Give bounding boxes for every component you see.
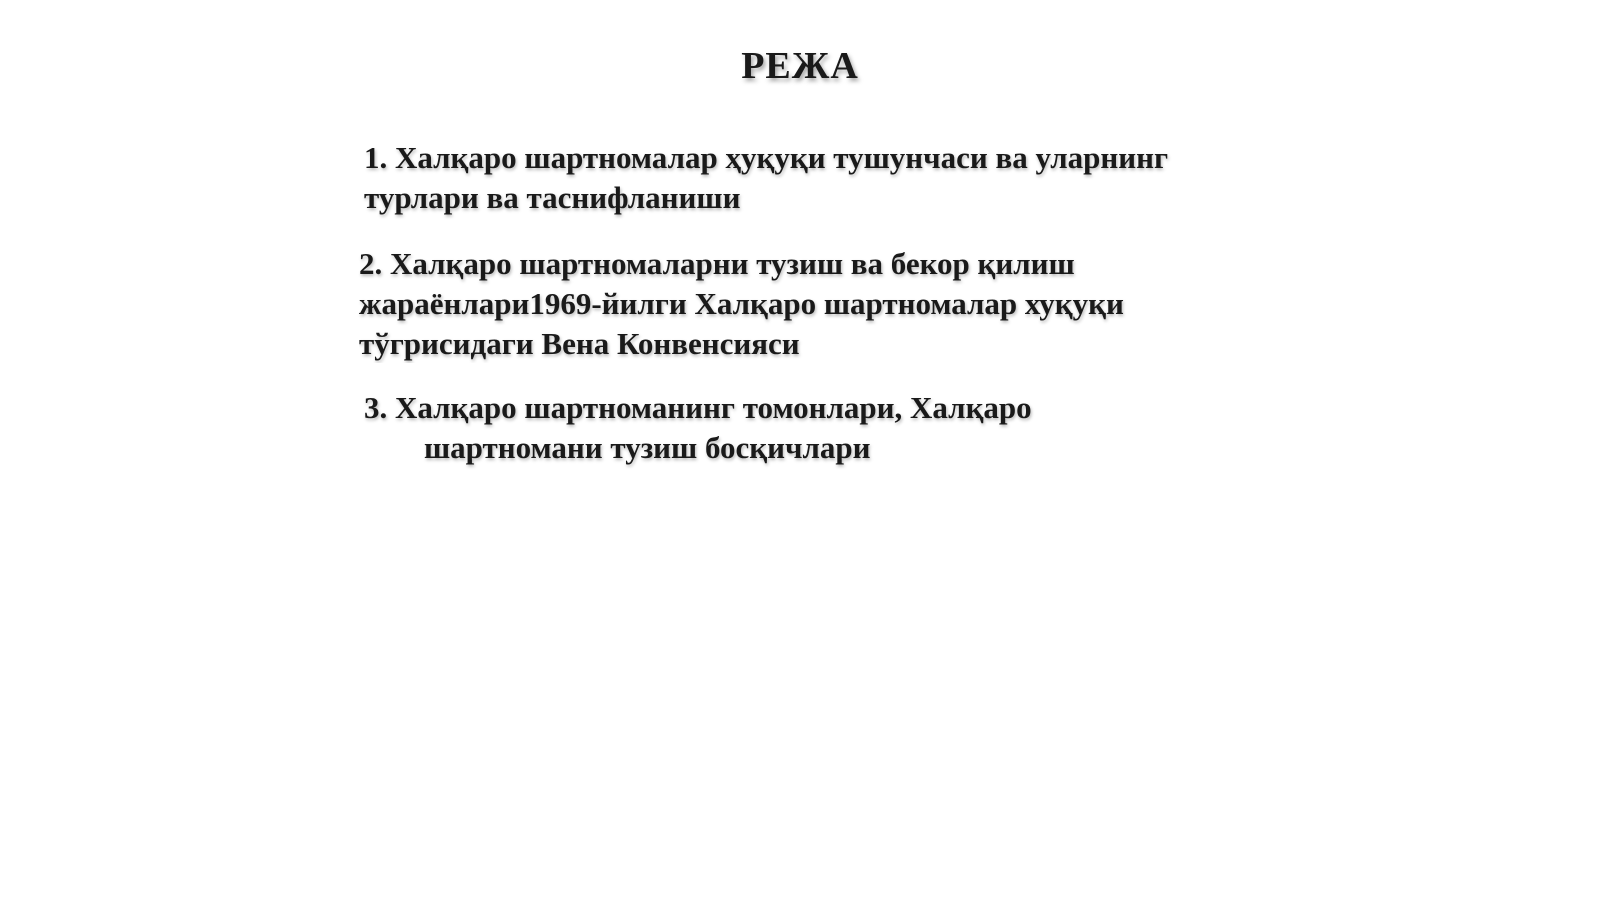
plan-item-2	[359, 244, 1124, 363]
plan-item-1-line-2: турлари ва таснифланиши	[364, 180, 741, 215]
slide-title: РЕЖА	[741, 45, 859, 87]
plan-item-3-line-2: шартномани тузиш босқичлари	[424, 430, 871, 465]
plan-item-2-line-2: жараёнлари1969-йилги Халқаро шартномалар хуқуқи	[359, 286, 1124, 321]
plan-item-3	[364, 388, 1032, 468]
plan-item-2-line-3: тўгрисидаги Вена Конвенсияси	[359, 326, 800, 361]
plan-item-1	[364, 138, 1168, 218]
plan-item-3-line-1: 3. Халқаро шартноманинг томонлари, Халқаро	[364, 390, 1032, 425]
plan-item-1-line-1: 1. Халқаро шартномалар ҳуқуқи тушунчаси ва уларнинг	[364, 140, 1169, 175]
plan-item-2-line-1: 2. Халқаро шартномаларни тузиш ва бекор қилиш	[359, 246, 1075, 281]
